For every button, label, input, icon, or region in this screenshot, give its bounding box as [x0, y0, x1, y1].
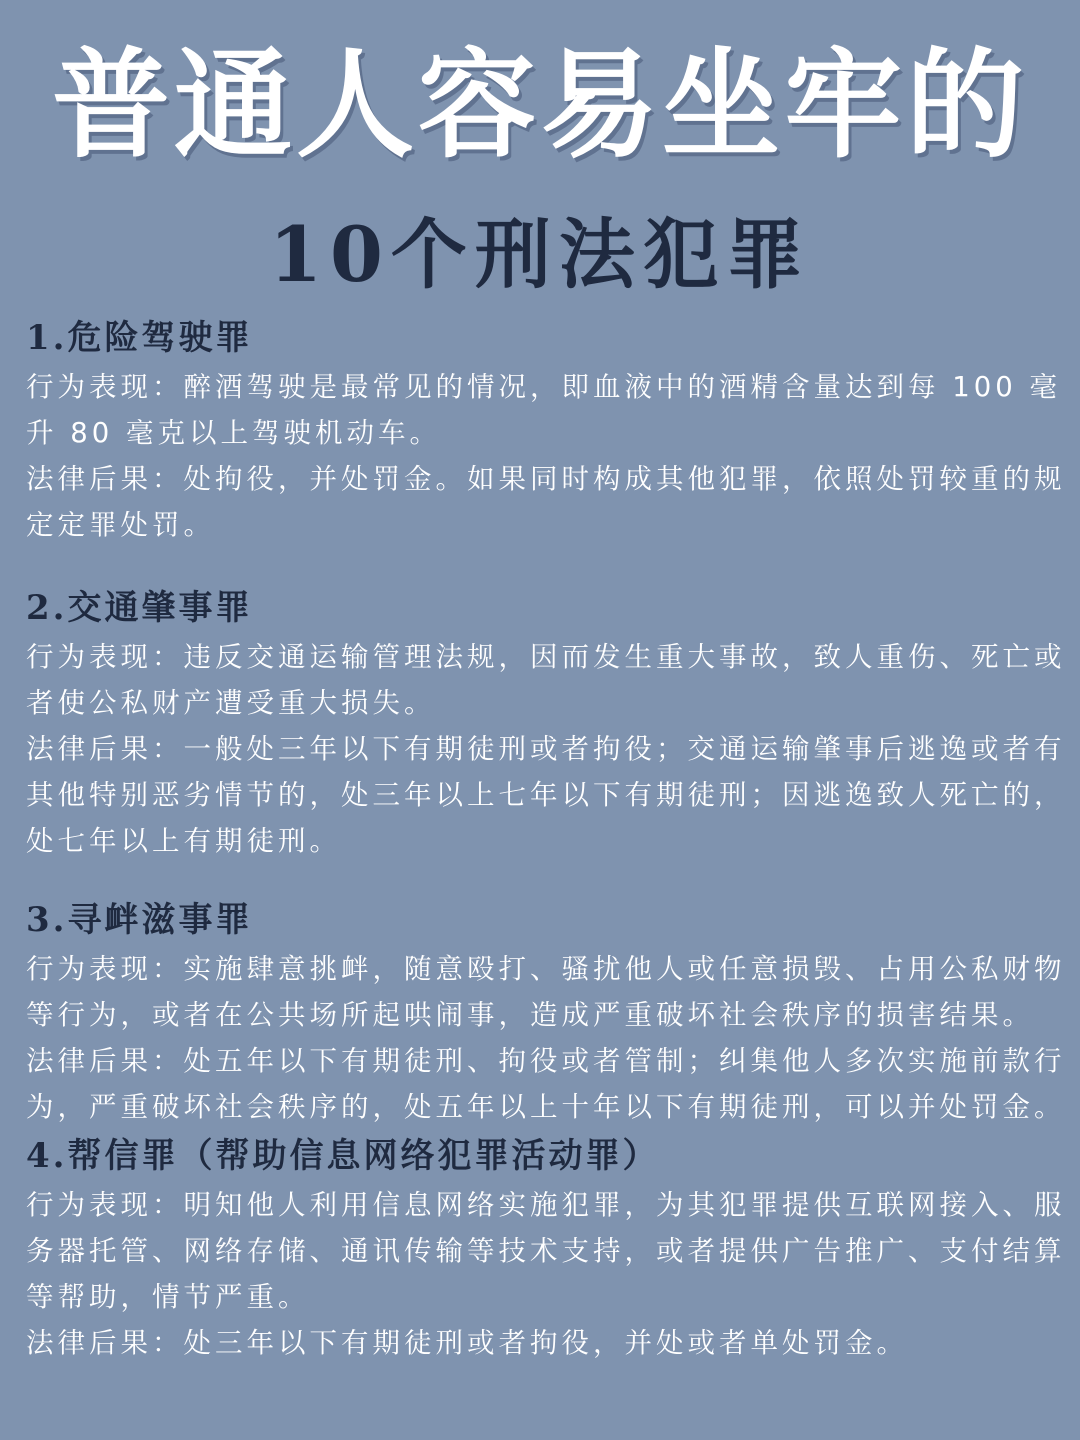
consequence-text: 法律后果：处五年以下有期徒刑、拘役或者管制；纠集他人多次实施前款行为，严重破坏社会秩序的，处五年以上十年以下有期徒刑，可以并处罚金。	[26, 1045, 1066, 1123]
section-2	[26, 582, 1066, 864]
behavior-text: 行为表现：实施肆意挑衅，随意殴打、骚扰他人或任意损毁、占用公私财物等行为，或者在公共场所起哄闹事，造成严重破坏社会秩序的损害结果。	[26, 953, 1066, 1031]
consequence-text: 法律后果：处拘役，并处罚金。如果同时构成其他犯罪，依照处罚较重的规定定罪处罚。	[26, 463, 1066, 541]
page-title: 普通人容易坐牢的	[51, 36, 1028, 174]
section-title: 3.寻衅滋事罪	[26, 900, 253, 940]
consequence-text: 法律后果：一般处三年以下有期徒刑或者拘役；交通运输肇事后逃逸或者有其他特别恶劣情节的，处三年以上七年以下有期徒刑；因逃逸致人死亡的，处七年以上有期徒刑。	[26, 733, 1066, 857]
section-4	[26, 1130, 1066, 1366]
section-title: 1.危险驾驶罪	[26, 318, 253, 358]
page-subtitle: 10个刑法犯罪	[269, 210, 811, 299]
behavior-text: 行为表现：醉酒驾驶是最常见的情况，即血液中的酒精含量达到每 100 毫升 80 毫克以上驾驶机动车。	[26, 371, 1061, 449]
consequence-text: 法律后果：处三年以下有期徒刑或者拘役，并处或者单处罚金。	[26, 1327, 908, 1359]
content	[26, 312, 1066, 1366]
behavior-text: 行为表现：明知他人利用信息网络实施犯罪，为其犯罪提供互联网接入、服务器托管、网络存储、通讯传输等技术支持，或者提供广告推广、支付结算等帮助，情节严重。	[26, 1189, 1066, 1313]
behavior-text: 行为表现：违反交通运输管理法规，因而发生重大事故，致人重伤、死亡或者使公私财产遭受重大损失。	[26, 641, 1066, 719]
section-title: 4.帮信罪（帮助信息网络犯罪活动罪）	[26, 1136, 660, 1176]
section-3	[26, 894, 1066, 1130]
section-1	[26, 312, 1066, 548]
section-title: 2.交通肇事罪	[26, 588, 253, 628]
